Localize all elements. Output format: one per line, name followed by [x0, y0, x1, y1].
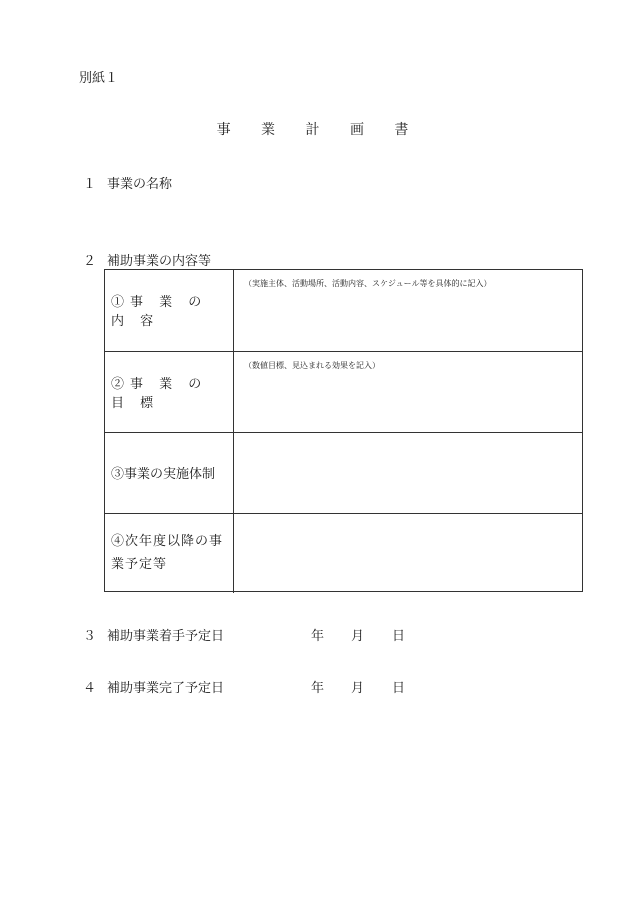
start-year-unit[interactable]: 年 — [311, 629, 325, 644]
plan-table — [104, 269, 583, 592]
row-label-next-year: ④次年度以降の事業予定等 — [111, 534, 224, 573]
section-2-number: ２ — [83, 254, 97, 269]
section-1-label: 事業の名称 — [107, 177, 173, 192]
row-label-structure: ③事業の実施体制 — [111, 467, 216, 482]
row-label-cell — [105, 351, 234, 432]
section-3-label: 補助事業着手予定日 — [107, 629, 225, 644]
section-4-number: ４ — [83, 681, 97, 696]
section-4-label: 補助事業完了予定日 — [107, 681, 225, 696]
row-entry-cell[interactable] — [234, 270, 583, 351]
end-day-unit[interactable]: 日 — [392, 681, 406, 696]
row-label-cell — [105, 513, 234, 593]
row-entry-cell[interactable] — [234, 513, 583, 593]
section-1-number: １ — [83, 177, 97, 192]
row-note: （数値目標、見込まれる効果を記入） — [244, 360, 380, 370]
row-entry-cell[interactable] — [234, 432, 583, 513]
section-3-number: ３ — [83, 629, 97, 644]
table-row — [105, 432, 582, 513]
row-label-content: ①事 業 の 内 容 — [111, 295, 208, 330]
end-year-unit[interactable]: 年 — [311, 681, 325, 696]
row-label-cell — [105, 270, 234, 351]
attachment-label: 別紙１ — [79, 71, 119, 86]
end-month-unit[interactable]: 月 — [351, 681, 365, 696]
row-note — [234, 433, 582, 441]
row-entry-cell[interactable] — [234, 351, 583, 432]
start-month-unit[interactable]: 月 — [351, 629, 365, 644]
document-title: 事 業 計 画 書 — [216, 122, 422, 138]
row-label-goal: ②事 業 の 目 標 — [111, 376, 208, 411]
start-day-unit[interactable]: 日 — [392, 629, 406, 644]
table-row — [105, 513, 582, 593]
row-note — [234, 514, 582, 522]
row-note: （実施主体、活動場所、活動内容、スケジュール等を具体的に記入） — [244, 279, 492, 288]
section-2-label: 補助事業の内容等 — [107, 254, 212, 269]
table-row — [105, 270, 582, 351]
table-row — [105, 351, 582, 432]
row-label-cell — [105, 432, 234, 513]
